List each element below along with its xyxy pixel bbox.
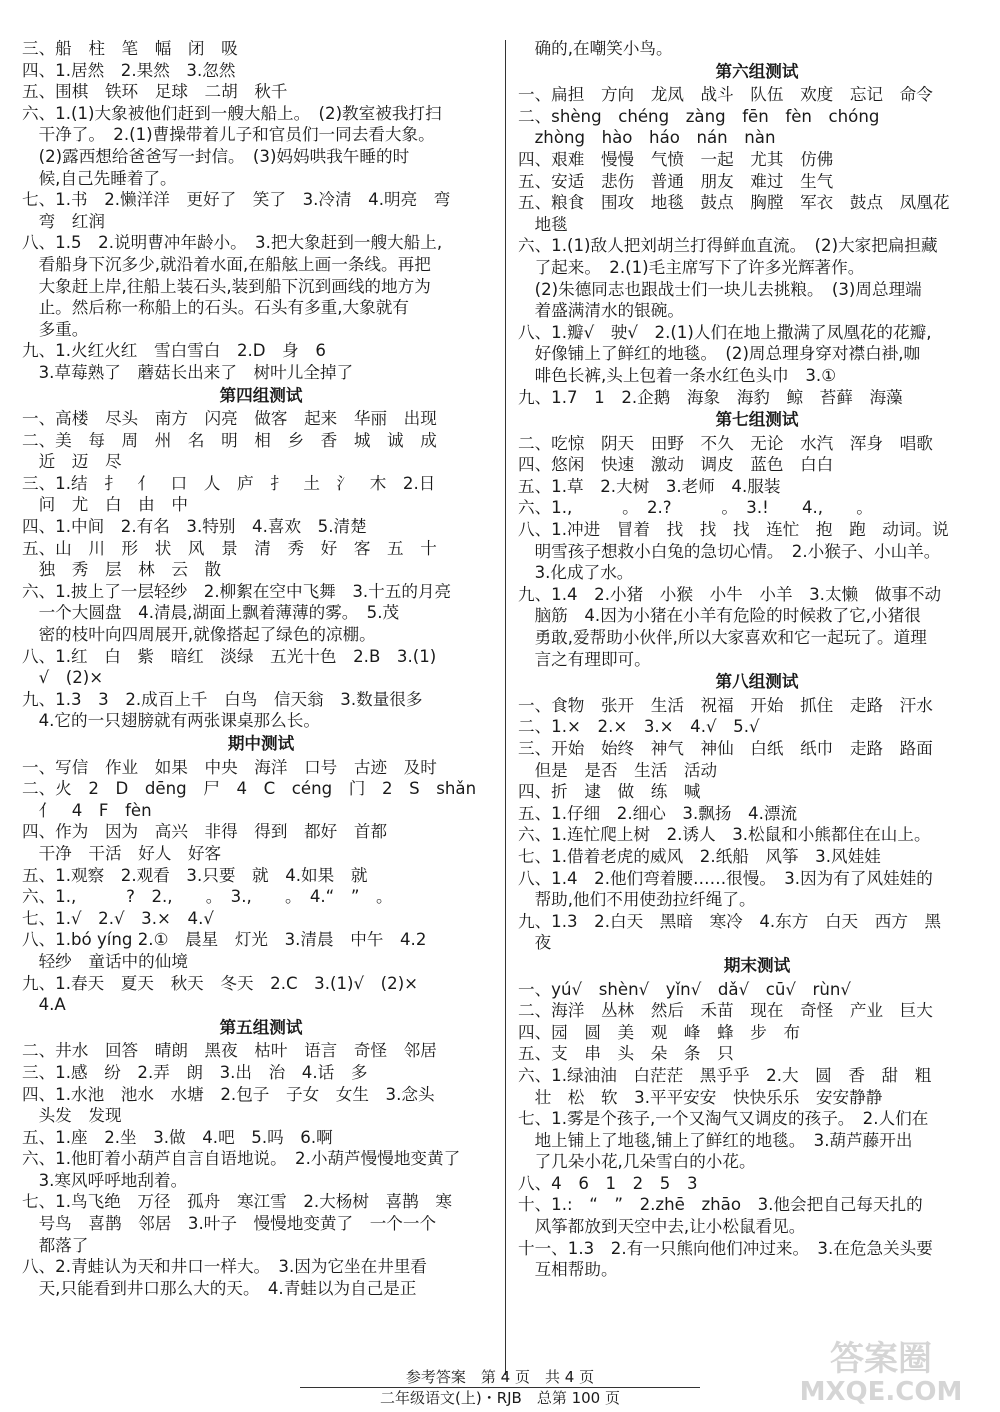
answer-line: 夜 (518, 933, 552, 953)
answer-line: 4.A (22, 995, 66, 1015)
left-column (22, 38, 500, 1299)
answer-line: 二、火 2 D dēng 尸 4 C céng 门 2 S shǎn (22, 779, 477, 799)
answer-line: 大象赶上岸,往船上装石头,装到船下沉到画线的地方为 (22, 276, 431, 296)
answer-line: 九、1.春天 夏天 秋天 冬天 2.C 3.(1)√ (2)× (22, 973, 419, 993)
answer-line: 了起来。 2.(1)毛主席写下了许多光辉著作。 (518, 257, 865, 277)
answer-line: 勇敢,爱帮助小伙伴,所以大家喜欢和它一起玩了。道理 (518, 628, 927, 648)
answer-line: 确的,在嘲笑小鸟。 (518, 39, 673, 58)
answer-line: 头发 发现 (22, 1106, 122, 1126)
answer-line: 八、1.瓣√ 驶√ 2.(1)人们在地上撒满了凤凰花的花瓣, (518, 322, 932, 342)
answer-line: 四、1.水池 池水 水塘 2.包子 子女 女生 3.念头 (22, 1084, 435, 1104)
answer-line: 五、1.座 2.坐 3.做 4.吧 5.吗 6.啊 (22, 1127, 333, 1147)
answer-line: 三、船 柱 笔 幅 闭 吸 (22, 39, 238, 58)
answer-line: 问 尤 白 由 中 (22, 495, 188, 515)
answer-line: 二、美 每 周 州 名 明 相 乡 香 城 诚 成 (22, 430, 437, 450)
watermark-text: 答案圈 (830, 1339, 932, 1379)
answer-line: 五、围棋 铁环 足球 二胡 秋千 (22, 82, 288, 102)
answer-line: 四、艰难 慢慢 气愤 一起 尤其 仿佛 (518, 149, 834, 169)
answer-line: 五、支 串 头 朵 条 只 (518, 1044, 734, 1064)
answer-line: 八、1.冲进 冒着 找 找 找 连忙 抱 跑 动词。说 (518, 520, 949, 540)
answer-line: 候,自己先睡着了。 (22, 168, 177, 188)
answer-line: 三、1.感 纷 2.弄 朗 3.出 治 4.话 多 (22, 1062, 368, 1082)
answer-line: 一、高楼 尽头 南方 闪亮 做客 起来 华丽 出现 (22, 409, 437, 429)
answer-line: 七、1.√ 2.√ 3.× 4.√ (22, 908, 214, 928)
answer-line: 都落了 (22, 1235, 89, 1255)
answer-line: 一、写信 作业 如果 中央 海洋 口号 古迹 及时 (22, 757, 437, 777)
answer-line: 六、1., 。 2.? 。 3.! 4., 。 (518, 498, 873, 518)
answer-line: (2)朱德同志也跟战士们一块儿去挑粮。 (3)周总理端 (518, 279, 922, 299)
answer-line: 好像铺上了鲜红的地毯。 (2)周总理身穿对襟白褂,咖 (518, 344, 921, 364)
column-divider (505, 40, 506, 1375)
answer-line: 六、1.连忙爬上树 2.诱人 3.松鼠和小熊都住在山上。 (518, 825, 931, 845)
answer-line: 五、粮食 围攻 地毯 鼓点 胸膛 军衣 鼓点 凤凰花 (518, 193, 950, 213)
answer-line: 近 迈 尽 (22, 452, 122, 472)
answer-line: 一、食物 张开 生活 祝福 开始 抓住 走路 汗水 (518, 695, 933, 715)
answer-line: 九、1.7 1 2.企鹅 海象 海豹 鲸 苔藓 海藻 (518, 387, 903, 407)
answer-line: 八、2.青蛙认为天和井口一样大。 3.因为它坐在井里看 (22, 1257, 428, 1277)
answer-line: 地毯 (518, 214, 568, 234)
answer-line: 四、1.居然 2.果然 3.忽然 (22, 60, 236, 80)
answer-line: 一、yú√ shèn√ yǐn√ dǎ√ cū√ rùn√ (518, 979, 851, 999)
answer-line: 轻纱 童话中的仙境 (22, 951, 188, 971)
answer-line: zhòng hào háo nán nàn (518, 128, 776, 148)
answer-line: 八、1.bó yíng 2.① 晨星 灯光 3.清晨 中午 4.2 (22, 930, 427, 950)
section-heading: 期末测试 (723, 955, 791, 975)
section-heading: 第八组测试 (715, 672, 799, 692)
footer-book-info: 二年级语文(上)・RJB 总第 100 页 (379, 1389, 620, 1407)
answer-line: 七、1.借着老虎的威风 2.纸船 风筝 3.风娃娃 (518, 846, 881, 866)
answer-line: 二、海洋 丛林 然后 禾苗 现在 奇怪 产业 巨大 (518, 1001, 933, 1021)
section-heading: 第七组测试 (715, 410, 799, 430)
answer-line: 五、安适 悲伤 普通 朋友 难过 生气 (518, 171, 834, 191)
answer-line: 三、开始 始终 神气 神仙 白纸 纸巾 走路 路面 (518, 739, 933, 758)
right-column (518, 38, 996, 1281)
answer-line: 九、1.3 3 2.成百上千 白鸟 信天翁 3.数量很多 (22, 689, 423, 709)
answer-line: 四、园 圆 美 观 峰 蜂 步 布 (518, 1022, 801, 1042)
answer-line: 二、shèng chéng zàng fēn fèn chóng (518, 106, 880, 126)
answer-line: 九、1.3 2.白天 黑暗 寒冷 4.东方 白天 西方 黑 (518, 911, 942, 931)
answer-line: 多重。 (22, 319, 89, 339)
answer-line: 弯 红润 (22, 211, 105, 231)
answer-line: 3.化成了水。 (518, 563, 634, 583)
answer-line: 干净 干活 好人 好客 (22, 843, 222, 863)
answer-line: 风筝都放到天空中去,让小松鼠看见。 (518, 1217, 806, 1237)
answer-line: 一个大圆盘 4.清晨,湖面上飘着薄薄的雾。 5.茂 (22, 603, 400, 623)
answer-line: 明雪孩子想救小白兔的急切心情。 2.小猴子、小山羊。 (518, 541, 941, 561)
answer-line: 言之有理即可。 (518, 649, 651, 669)
answer-line: 号鸟 喜鹊 邻居 3.叶子 慢慢地变黄了 一个一个 (22, 1214, 437, 1234)
answer-line: 独 秀 层 林 云 散 (22, 560, 222, 580)
section-heading: 期中测试 (227, 734, 295, 753)
answer-line: (2)露西想给爸爸写一封信。 (3)妈妈哄我午睡的时 (22, 146, 410, 166)
answer-line: 了几朵小花,几朵雪白的小花。 (518, 1152, 756, 1172)
answer-line: 看船身下沉多少,就沿着水面,在船舷上画一条线。再把 (22, 254, 431, 274)
answer-line: √ (2)× (22, 668, 104, 688)
answer-line: 十一、1.3 2.有一只熊向他们冲过来。 3.在危急关头要 (518, 1238, 933, 1258)
answer-line: 二、井水 回答 晴朗 黑夜 枯叶 语言 奇怪 邻居 (22, 1041, 437, 1061)
answer-line: 止。然后称一称船上的石头。石头有多重,大象就有 (22, 298, 409, 318)
answer-line: 四、悠闲 快速 激动 调皮 蓝色 白白 (518, 455, 834, 475)
answer-line: 互相帮助。 (518, 1260, 618, 1280)
answer-line: 三、1.结 扌 亻 口 人 庐 扌 土 氵 木 2.日 (22, 473, 436, 493)
answer-line: 十、1.: “ ” 2.zhē zhāo 3.他会把自己每天扎的 (518, 1195, 923, 1215)
answer-line: 壮 松 软 3.平平安安 快快乐乐 安安静静 (518, 1087, 883, 1107)
answer-line: 五、1.仔细 2.细心 3.飘扬 4.漂流 (518, 803, 798, 823)
answer-line: 六、1.(1)敌人把刘胡兰打得鲜血直流。 (2)大家把扁担藏 (518, 236, 938, 256)
answer-line: 四、折 逮 做 练 喊 (518, 782, 701, 802)
answer-line: 二、吃惊 阴天 田野 不久 无论 水汽 浑身 唱歌 (518, 433, 933, 453)
answer-line: 3.草莓熟了 蘑菇长出来了 树叶儿全掉了 (22, 362, 354, 382)
answer-line: 六、1.披上了一层轻纱 2.柳絮在空中飞舞 3.十五的月亮 (22, 581, 452, 601)
answer-line: 五、1.观察 2.观看 3.只要 就 4.如果 就 (22, 865, 368, 885)
answer-line: 四、1.中间 2.有名 3.特别 4.喜欢 5.清楚 (22, 517, 367, 537)
section-heading: 第六组测试 (715, 61, 799, 81)
answer-line: 八、1.4 2.他们弯着腰……很慢。 3.因为有了风娃娃的 (518, 868, 933, 888)
answer-line: 六、1.(1)大象被他们赶到一艘大船上。 (2)教室被我打扫 (22, 103, 442, 123)
answer-line: 帮助,他们不用使劲拉纤绳了。 (518, 890, 756, 910)
answer-line: 天,只能看到井口那么大的天。 4.青蛙以为自己是正 (22, 1278, 417, 1298)
answer-line: 六、1.绿油油 白茫茫 黑乎乎 2.大 圆 香 甜 粗 (518, 1065, 932, 1085)
answer-line: 八、1.红 白 紫 暗红 淡绿 五光十色 2.B 3.(1) (22, 646, 437, 666)
answer-line: 着盛满清水的银碗。 (518, 301, 684, 321)
answer-line: 六、1., ? 2., 。 3., 。 4.“ ” 。 (22, 887, 393, 907)
answer-line: 五、1.草 2.大树 3.老师 4.服装 (518, 476, 781, 496)
answer-line: 九、1.火红火红 雪白雪白 2.D 身 6 (22, 341, 326, 361)
answer-line: 亻 4 F fèn (22, 800, 152, 820)
section-heading: 第五组测试 (219, 1017, 303, 1037)
answer-line: 六、1.他盯着小葫芦自言自语地说。 2.小葫芦慢慢地变黄了 (22, 1149, 461, 1169)
footer-page-info: 参考答案 第 4 页 共 4 页 (405, 1368, 595, 1386)
answer-line: 四、作为 因为 高兴 非得 得到 都好 首都 (22, 822, 388, 842)
answer-line: 五、山 川 形 状 风 景 清 秀 好 客 五 十 (22, 538, 437, 558)
answer-line: 但是 是否 生活 活动 (518, 760, 718, 780)
answer-line: 七、1.书 2.懒洋洋 更好了 笑了 3.冷清 4.明亮 弯 (22, 190, 451, 210)
watermark-url: MXQE.COM (799, 1377, 963, 1406)
answer-line: 一、扁担 方向 龙凤 战斗 队伍 欢度 忘记 命令 (518, 85, 933, 105)
answer-line: 七、1.雾是个孩子,一个又淘气又调皮的孩子。 2.人们在 (518, 1109, 929, 1129)
answer-line: 九、1.4 2.小猪 小猴 小牛 小羊 3.太懒 做事不动 (518, 584, 942, 604)
answer-line: 4.它的一只翅膀就有两张课桌那么长。 (22, 711, 320, 731)
answer-line: 二、1.× 2.× 3.× 4.√ 5.√ (518, 717, 760, 737)
answer-line: 干净了。 2.(1)曹操带着儿子和官员们一同去看大象。 (22, 125, 435, 145)
answer-line: 八、1.5 2.说明曹冲年龄小。 3.把大象赶到一艘大船上, (22, 233, 443, 253)
answer-line: 地上铺上了地毯,铺上了鲜红的地毯。 3.葫芦藤开出 (518, 1130, 913, 1150)
answer-line: 八、4 6 1 2 5 3 (518, 1173, 698, 1193)
section-heading: 第四组测试 (219, 385, 303, 405)
answer-line: 七、1.鸟飞绝 万径 孤舟 寒江雪 2.大杨树 喜鹊 寒 (22, 1192, 452, 1212)
answer-line: 啡色长裤,头上包着一条水红色头巾 3.① (518, 365, 837, 385)
watermark-logo (776, 1330, 986, 1406)
answer-line: 3.寒风呼呼地刮着。 (22, 1170, 188, 1190)
answer-line: 密的枝叶向四周展开,就像搭起了绿色的凉棚。 (22, 625, 376, 645)
answer-line: 脑筋 4.因为小猪在小羊有危险的时候救了它,小猪很 (518, 606, 921, 626)
